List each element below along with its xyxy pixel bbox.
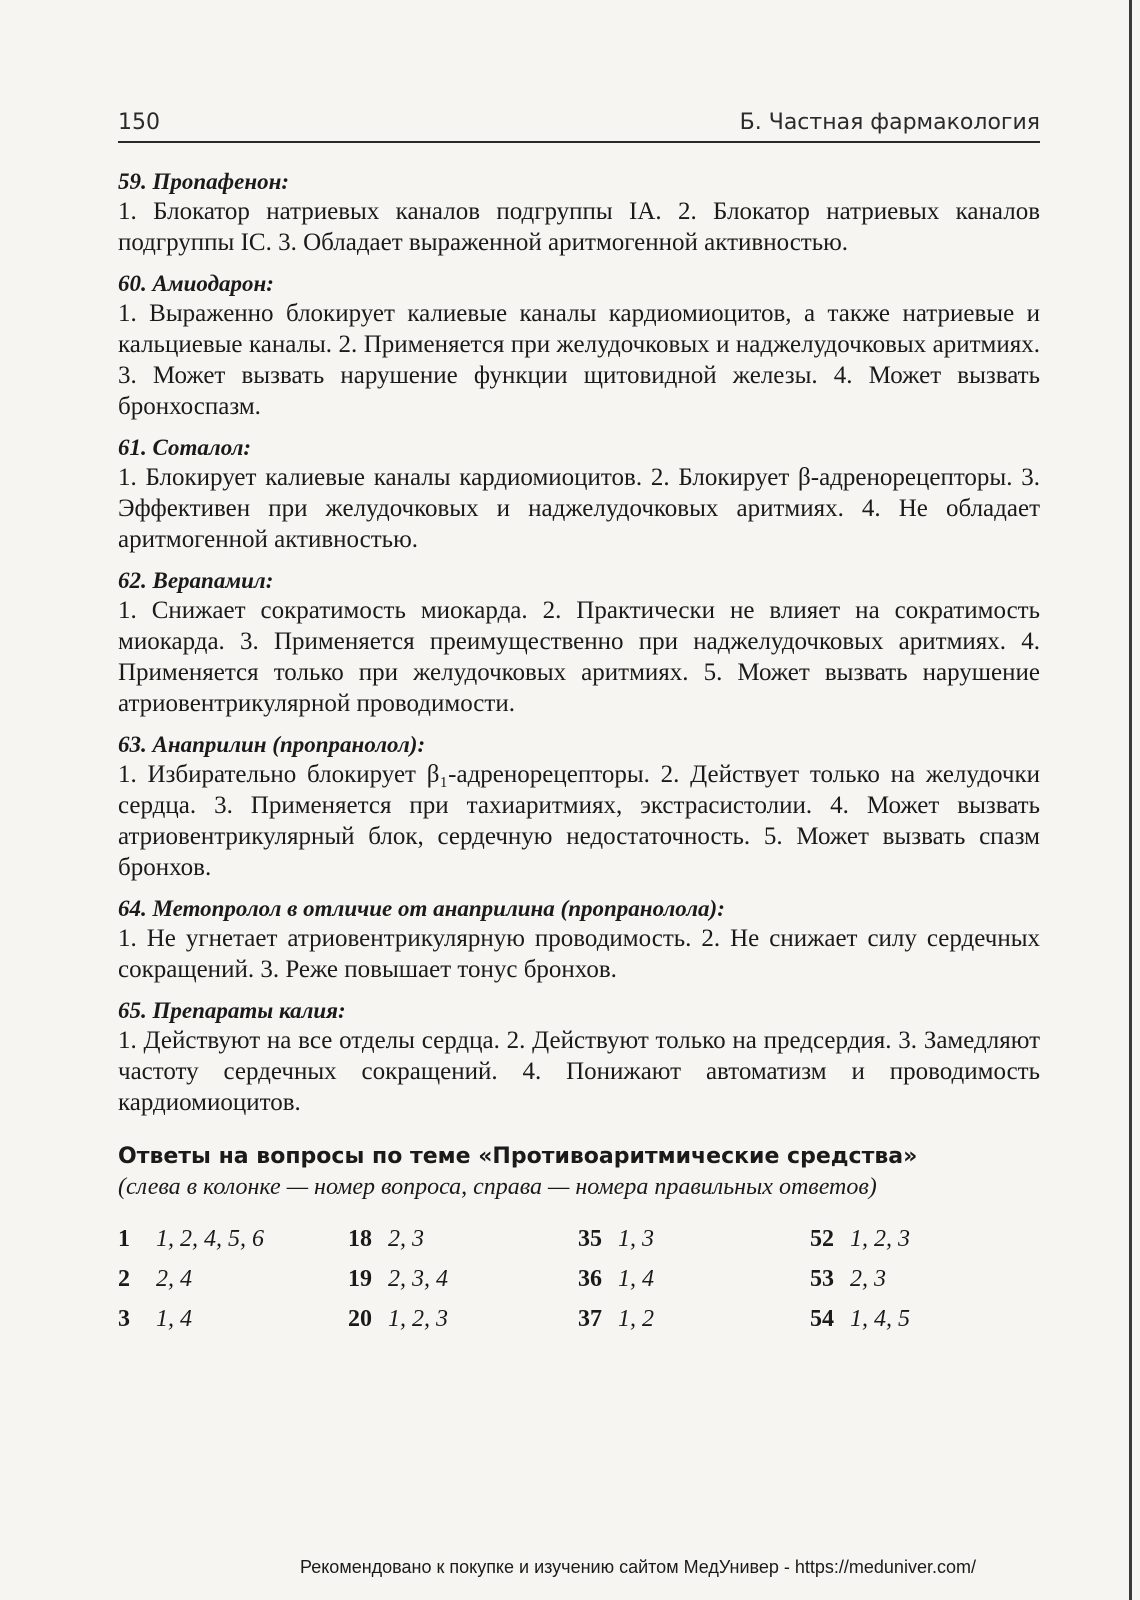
question-options: 1. Выраженно блокирует калиевые каналы кардиомиоцитов, а также натриевые и кальциевые каналы. 2. Применяется при желудочковых и наджелудочковых аритмиях. 3. Может вызвать нарушение функции щитовидной железы. 4. Может вызвать бронхоспазм. xyxy=(118,300,1040,420)
answer-entry xyxy=(578,1224,810,1254)
running-header xyxy=(118,110,1040,143)
question-title: 60. Амиодарон: xyxy=(118,271,274,296)
answer-number: 20 xyxy=(348,1306,372,1332)
answer-value: 1, 4 xyxy=(156,1306,192,1332)
question-title: 62. Верапамил: xyxy=(118,568,274,593)
answer-number: 19 xyxy=(348,1266,372,1292)
answers-grid xyxy=(118,1224,1040,1334)
question-title: 61. Соталол: xyxy=(118,435,252,460)
answer-entry xyxy=(348,1224,578,1254)
answer-value: 2, 3 xyxy=(850,1266,886,1292)
answer-value: 1, 4, 5 xyxy=(850,1306,910,1332)
answer-value: 1, 3 xyxy=(618,1226,654,1252)
answer-number: 2 xyxy=(118,1266,130,1292)
answer-value: 1, 2, 3 xyxy=(850,1226,910,1252)
question-options: 1. Действуют на все отделы сердца. 2. Действуют только на предсердия. 3. Замедляют частоту сердечных сокращений. 4. Понижают автоматизм и проводимость кардиомиоцитов. xyxy=(118,1027,1040,1116)
answer-entry xyxy=(810,1224,1040,1254)
footer-watermark: Рекомендовано к покупке и изучению сайтом МедУнивер - https://meduniver.com/ xyxy=(300,1557,976,1577)
question-options: 1. Избирательно блокирует β₁-адренорецепторы. 2. Действует только на желудочки сердца. 3. Применяется при тахиаритмиях, экстрасистолии. 4. Может вызвать атриовентрикулярный блок, сердечную недостаточность. 5. Может вызвать спазм бронхов. xyxy=(118,761,1040,881)
answer-value: 2, 3, 4 xyxy=(388,1266,448,1292)
question-block xyxy=(118,731,1040,883)
page-edge-divider xyxy=(1129,0,1132,1600)
question-title: 63. Анаприлин (пропранолол): xyxy=(118,732,426,757)
question-options: 1. Не угнетает атриовентрикулярную проводимость. 2. Не снижает силу сердечных сокращений. 3. Реже повышает тонус бронхов. xyxy=(118,925,1040,983)
answer-value: 1, 2 xyxy=(618,1306,654,1332)
answers-heading: Ответы на вопросы по теме «Противоаритмические средства» xyxy=(118,1144,918,1169)
answer-entry xyxy=(118,1304,348,1334)
answer-number: 54 xyxy=(810,1306,834,1332)
page-content xyxy=(118,168,1040,1334)
answer-entry xyxy=(578,1304,810,1334)
answer-number: 1 xyxy=(118,1226,130,1252)
question-options: 1. Блокирует калиевые каналы кардиомиоцитов. 2. Блокирует β-адренорецепторы. 3. Эффективен при желудочковых и наджелудочковых аритмиях. 4. Не обладает аритмогенной активностью. xyxy=(118,464,1040,553)
answer-number: 3 xyxy=(118,1306,130,1332)
question-block xyxy=(118,270,1040,422)
section-title: Б. Частная фармакология xyxy=(739,110,1040,135)
question-title: 65. Препараты калия: xyxy=(118,998,346,1023)
question-block xyxy=(118,895,1040,985)
question-title: 64. Метопролол в отличие от анаприлина (пропранолола): xyxy=(118,896,725,921)
answer-value: 2, 3 xyxy=(388,1226,424,1252)
page-number: 150 xyxy=(118,110,160,135)
answer-entry xyxy=(348,1264,578,1294)
answer-number: 36 xyxy=(578,1266,602,1292)
answer-number: 37 xyxy=(578,1306,602,1332)
answer-value: 2, 4 xyxy=(156,1266,192,1292)
answer-entry xyxy=(348,1304,578,1334)
answers-subheading: (слева в колонке — номер вопроса, справа — номера правильных ответов) xyxy=(118,1174,877,1200)
question-block xyxy=(118,434,1040,555)
answer-entry xyxy=(578,1264,810,1294)
question-block xyxy=(118,567,1040,719)
question-block xyxy=(118,168,1040,258)
answer-number: 35 xyxy=(578,1226,602,1252)
answer-value: 1, 4 xyxy=(618,1266,654,1292)
answer-number: 53 xyxy=(810,1266,834,1292)
answer-entry xyxy=(810,1304,1040,1334)
answer-entry xyxy=(810,1264,1040,1294)
question-block xyxy=(118,997,1040,1118)
answer-entry xyxy=(118,1264,348,1294)
question-options: 1. Блокатор натриевых каналов подгруппы IA. 2. Блокатор натриевых каналов подгруппы IC. 3. Обладает выраженной аритмогенной активностью. xyxy=(118,198,1040,256)
answer-number: 52 xyxy=(810,1226,834,1252)
answer-entry xyxy=(118,1224,348,1254)
question-title: 59. Пропафенон: xyxy=(118,169,290,194)
answer-number: 18 xyxy=(348,1226,372,1252)
answer-value: 1, 2, 4, 5, 6 xyxy=(156,1226,264,1252)
question-options: 1. Снижает сократимость миокарда. 2. Практически не влияет на сократимость миокарда. 3. Применяется преимущественно при наджелудочковых аритмиях. 4. Применяется только при желудочковых аритмиях. 5. Может вызвать нарушение атриовентрикулярной проводимости. xyxy=(118,597,1040,717)
answer-value: 1, 2, 3 xyxy=(388,1306,448,1332)
